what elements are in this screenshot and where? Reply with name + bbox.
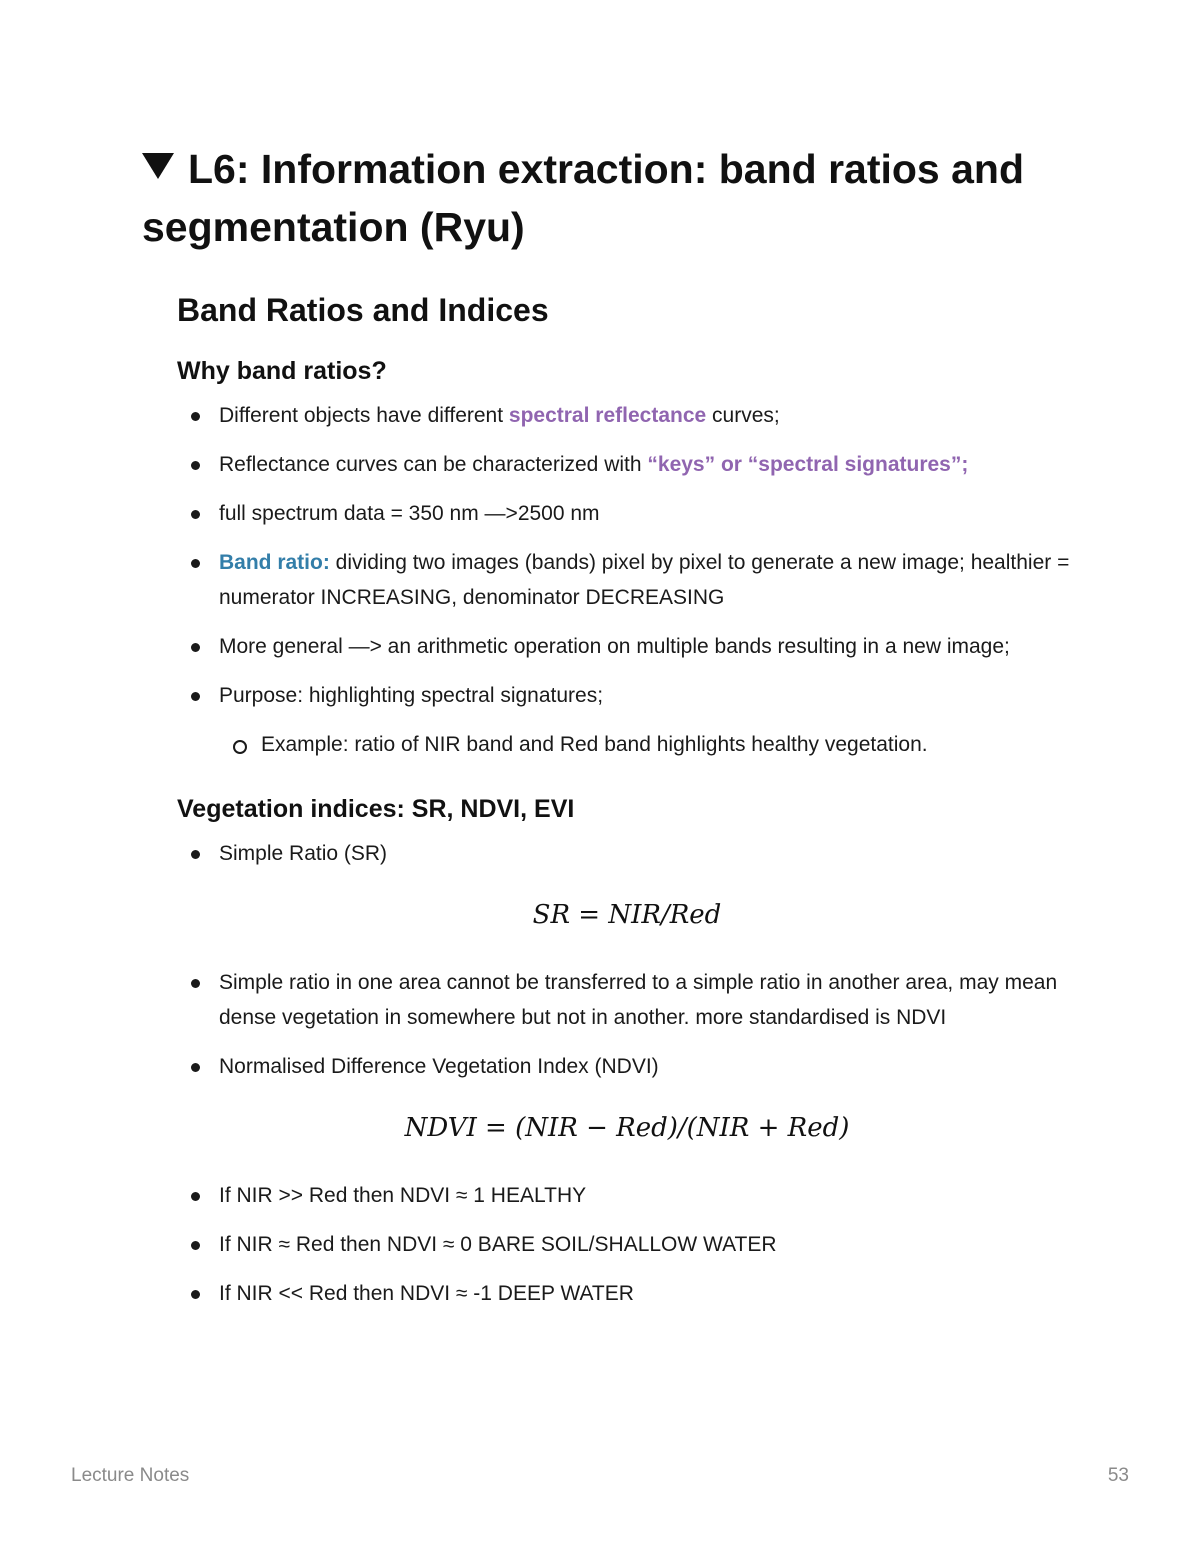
text: Reflectance curves can be characterized with	[219, 453, 648, 476]
text: dividing two images (bands) pixel by pixel to generate a new image; healthier = numerator INCREASING, denominator DECREASING	[219, 551, 1070, 609]
text: Different objects have different	[219, 404, 509, 427]
list-item: Simple Ratio (SR)	[177, 836, 1077, 871]
list-item: If NIR << Red then NDVI ≈ -1 DEEP WATER	[177, 1276, 1077, 1311]
toggle-heading[interactable]	[142, 140, 1042, 256]
ndvi-formula: NDVI = (NIR − Red)/(NIR + Red)	[404, 1113, 850, 1143]
list-item: If NIR >> Red then NDVI ≈ 1 HEALTHY	[177, 1178, 1077, 1213]
list-item	[177, 678, 1077, 762]
veg-list	[177, 836, 1077, 871]
list-item: Normalised Difference Vegetation Index (NDVI)	[177, 1049, 1077, 1084]
toggle-title: L6: Information extraction: band ratios and segmentation (Ryu)	[142, 146, 1025, 250]
triangle-down-icon[interactable]	[142, 153, 174, 179]
why-list	[177, 398, 1077, 762]
sub-list	[219, 727, 1077, 762]
highlight-text: Band ratio:	[219, 551, 330, 574]
toggle-content	[177, 288, 1077, 1325]
veg-heading: Vegetation indices: SR, NDVI, EVI	[177, 795, 575, 823]
footer-label: Lecture Notes	[71, 1465, 190, 1486]
highlight-text: spectral reflectance	[508, 404, 707, 427]
list-item: full spectrum data = 350 nm —>2500 nm	[177, 496, 1077, 531]
list-item: If NIR ≈ Red then NDVI ≈ 0 BARE SOIL/SHALLOW WATER	[177, 1227, 1077, 1262]
list-item	[177, 545, 1077, 615]
why-heading: Why band ratios?	[177, 357, 387, 385]
page-number: 53	[1107, 1465, 1129, 1486]
list-item	[177, 447, 1077, 482]
list-item: More general —> an arithmetic operation on multiple bands resulting in a new image;	[177, 629, 1077, 664]
veg-list-3	[177, 1178, 1077, 1311]
text: curves;	[706, 404, 780, 427]
list-item: Simple ratio in one area cannot be transferred to a simple ratio in another area, may mean dense vegetation in somewhere but not in another. more standardised is NDVI	[177, 965, 1077, 1035]
highlight-text: “keys” or “spectral signatures”;	[647, 453, 969, 476]
sr-formula: SR = NIR/Red	[532, 900, 722, 930]
veg-list-2	[177, 965, 1077, 1084]
list-item	[177, 398, 1077, 433]
text: Purpose: highlighting spectral signatures;	[219, 684, 604, 707]
vegetation-section	[177, 792, 1077, 1311]
section-heading: Band Ratios and Indices	[177, 292, 549, 328]
sub-list-item: Example: ratio of NIR band and Red band highlights healthy vegetation.	[219, 727, 1077, 762]
